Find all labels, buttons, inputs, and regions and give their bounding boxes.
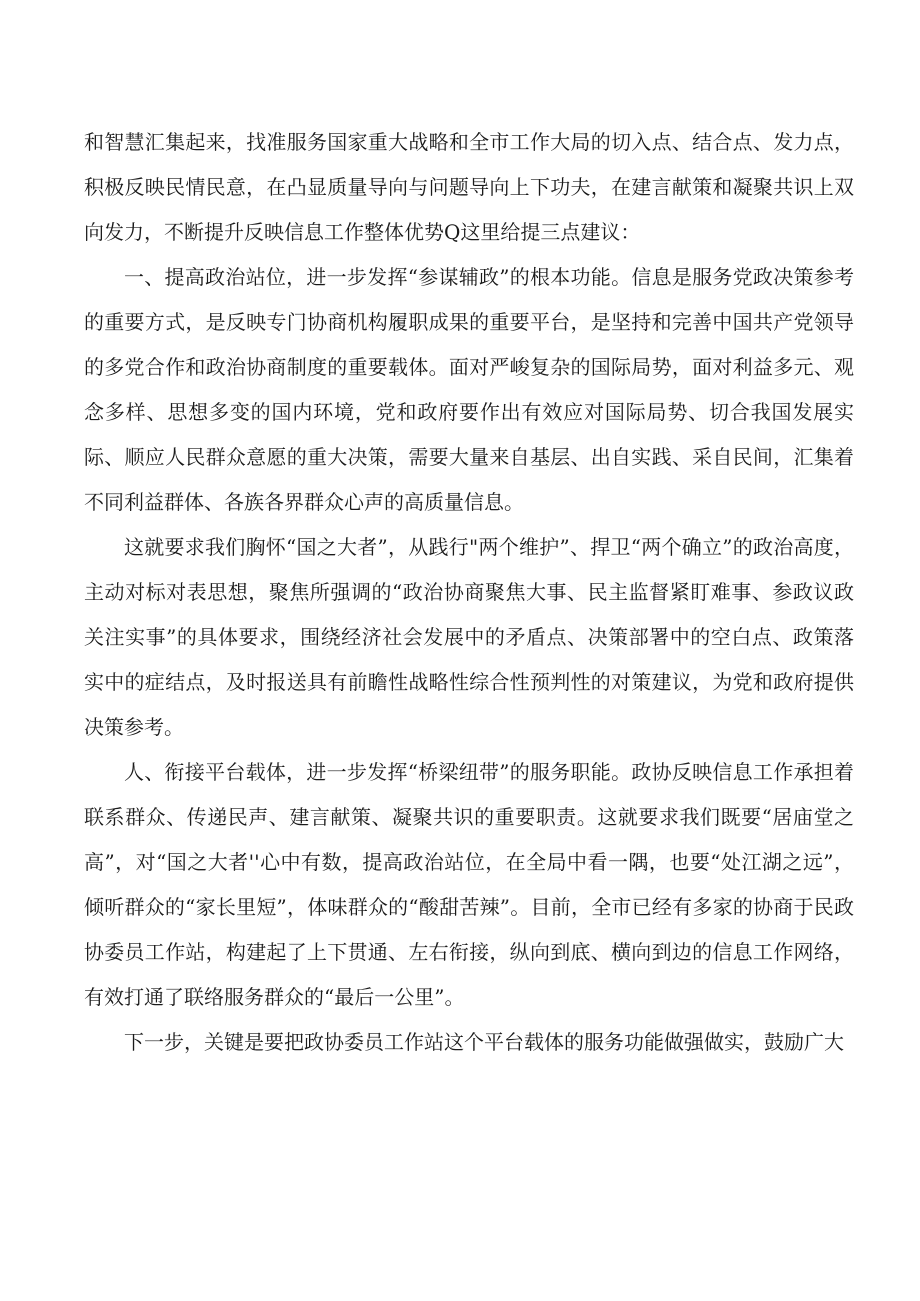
paragraph-section-one: 一、提高政治站位，进一步发挥“参谋辅政”的根本功能。信息是服务党政决策参考的重要方式，是反映专门协商机构履职成果的重要平台，是坚持和完善中国共产党领导的多党合作和政治协商制度的重要载体。面对严峻复杂的国际局势，面对利益多元、观念多样、思想多变的国内环境，党和政府要作出有效应对国际局势、切合我国发展实际、顺应人民群众意愿的重大决策，需要大量来自基层、出自实践、采自民间，汇集着不同利益群体、各族各界群众心声的高质量信息。: [84, 265, 854, 514]
document-body: [84, 120, 854, 1065]
paragraph-section-two: 人、衔接平台载体，进一步发挥“桥梁纽带”的服务职能。政协反映信息工作承担着联系群众、传递民声、建言献策、凝聚共识的重要职责。这就要求我们既要“居庙堂之高”，对“国之大者''心中有数，提高政治站位，在全局中看一隅，也要“处江湖之远”，倾听群众的“家长里短”，体味群众的“酸甜苦辣”。目前，全市已经有多家的协商于民政协委员工作站，构建起了上下贯通、左右衔接，纵向到底、横向到边的信息工作网络，有效打通了联络服务群众的“最后一公里”。: [84, 760, 854, 1009]
paragraph-next-step: 下一步，关键是要把政协委员工作站这个平台载体的服务功能做强做实，鼓励广大: [124, 1030, 844, 1054]
paragraph-continuation: 和智慧汇集起来，找准服务国家重大战略和全市工作大局的切入点、结合点、发力点，积极反映民情民意，在凸显质量导向与问题导向上下功夫，在建言献策和凝聚共识上双向发力，不断提升反映信息工作整体优势Q这里给提三点建议：: [84, 130, 854, 244]
paragraph-requirements: 这就要求我们胸怀“国之大者”，从践行"两个维护”、捍卫“两个确立”的政治高度，主动对标对表思想，聚焦所强调的“政治协商聚焦大事、民主监督紧盯难事、参政议政关注实事”的具体要求，围绕经济社会发展中的矛盾点、决策部署中的空白点、政策落实中的症结点，及时报送具有前瞻性战略性综合性预判性的对策建议，为党和政府提供决策参考。: [84, 535, 854, 739]
